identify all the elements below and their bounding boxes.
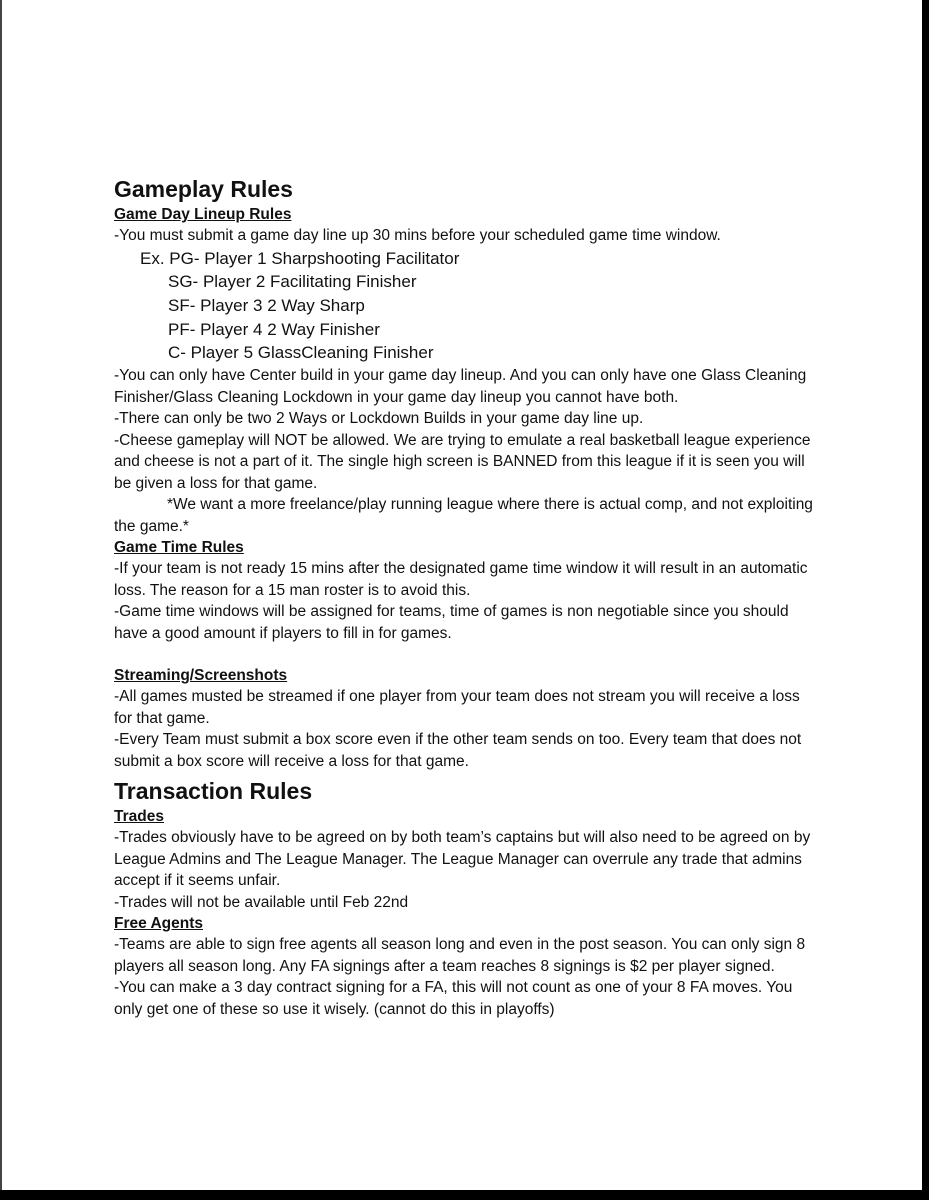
transaction-rules-title: Transaction Rules bbox=[114, 778, 313, 805]
lineup-example-sf: SF- Player 3 2 Way Sharp bbox=[168, 295, 365, 315]
game-time-heading: Game Time Rules bbox=[114, 539, 244, 557]
stream-rule: -All games musted be streamed if one player from your team does not stream you will receive a loss for that game. bbox=[114, 688, 800, 727]
free-agents-heading: Free Agents bbox=[114, 915, 204, 933]
free-agent-rule: -Teams are able to sign free agents all season long and even in the post season. You can only sign 8 players all season long. Any FA signings after a team reaches 8 signings is $2 per player signed. bbox=[114, 936, 806, 975]
streaming-heading: Streaming/Screenshots bbox=[114, 667, 288, 685]
freelance-note: *We want a more freelance/play running league where there is actual comp, and not exploiting the game.* bbox=[114, 496, 813, 535]
trades-date-rule: -Trades will not be available until Feb 22nd bbox=[114, 893, 409, 911]
lineup-example bbox=[114, 247, 814, 366]
free-agent-contract-rule: -You can make a 3 day contract signing for a FA, this will not count as one of your 8 FA moves. You only get one of these so use it wisely. (cannot do this in playoffs) bbox=[114, 979, 793, 1018]
box-score-rule: -Every Team must submit a box score even if the other team sends on too. Every team that does not submit a box score will receive a loss for that game. bbox=[114, 731, 802, 770]
lineup-example-pf: PF- Player 4 2 Way Finisher bbox=[168, 319, 380, 339]
document-content bbox=[114, 174, 814, 1020]
time-window-rule: -Game time windows will be assigned for teams, time of games is non negotiable since you should have a good amount if players to fill in for games. bbox=[114, 603, 789, 642]
submit-lineup-rule: -You must submit a game day line up 30 mins before your scheduled game time window. bbox=[114, 227, 721, 244]
section-gap bbox=[114, 644, 814, 665]
center-build-rule: -You can only have Center build in your game day lineup. And you can only have one Glass Cleaning Finisher/Glass Cleaning Lockdown in your game day lineup you cannot have both. bbox=[114, 367, 807, 406]
trades-rule: -Trades obviously have to be agreed on by both team’s captains but will also need to be agreed on by League Admins and The League Manager. The League Manager can overrule any trade that admins accept if it seems unfair. bbox=[114, 829, 811, 890]
two-way-rule: -There can only be two 2 Ways or Lockdown Builds in your game day line up. bbox=[114, 410, 644, 428]
lineup-example-sg: SG- Player 2 Facilitating Finisher bbox=[168, 272, 417, 292]
trades-heading: Trades bbox=[114, 808, 164, 826]
lineup-example-c: C- Player 5 GlassCleaning Finisher bbox=[168, 343, 434, 363]
gameplay-rules-title: Gameplay Rules bbox=[114, 176, 293, 202]
ready-time-rule: -If your team is not ready 15 mins after the designated game time window it will result in an automatic loss. The reason for a 15 man roster is to avoid this. bbox=[114, 560, 808, 599]
cheese-gameplay-rule: -Cheese gameplay will NOT be allowed. We are trying to emulate a real basketball league experience and cheese is not a part of it. The single high screen is BANNED from this league if it is seen you will be given a loss for that game. bbox=[114, 431, 811, 492]
lineup-example-pg: Ex. PG- Player 1 Sharpshooting Facilitator bbox=[140, 248, 460, 268]
game-day-lineup-heading: Game Day Lineup Rules bbox=[114, 206, 292, 223]
